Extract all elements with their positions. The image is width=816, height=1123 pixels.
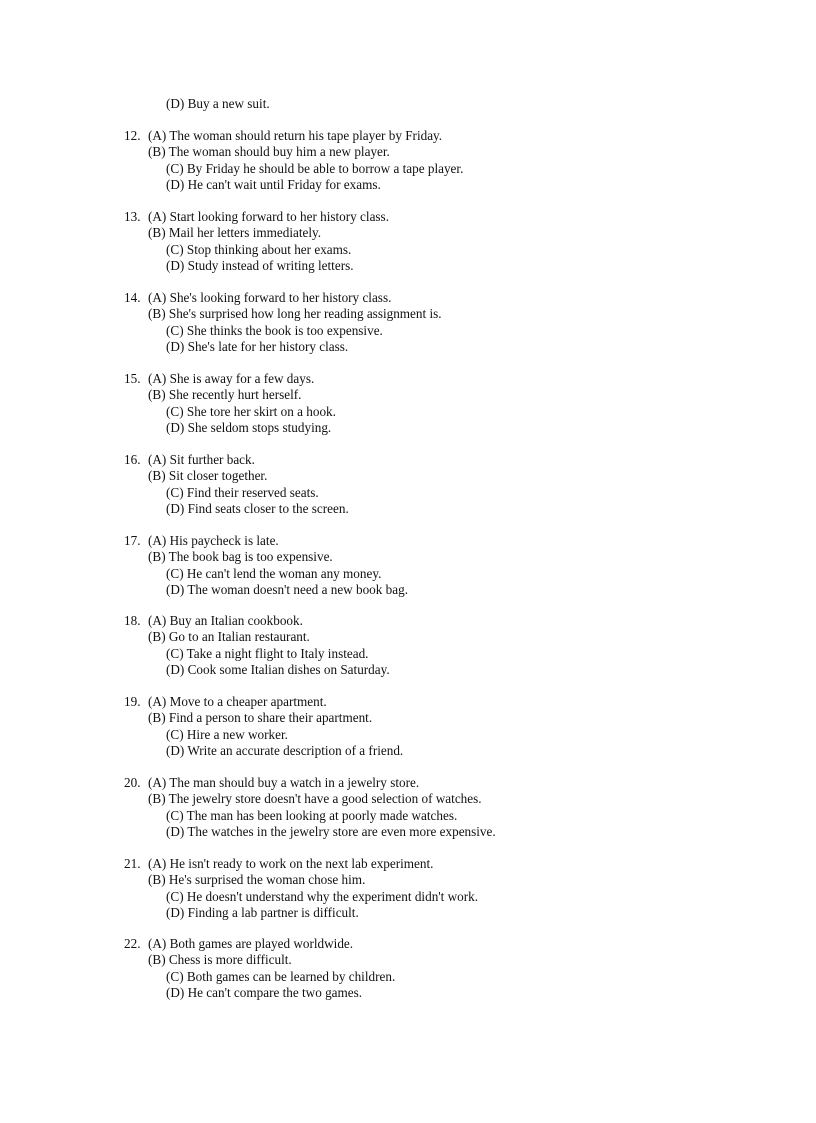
question-number: 18. xyxy=(124,613,141,628)
option-a: (A) The woman should return his tape player by Friday. xyxy=(148,128,443,143)
option-b: (B) She recently hurt herself. xyxy=(148,387,302,403)
option-b: (B) She's surprised how long her reading assignment is. xyxy=(148,306,442,322)
option-b: (B) The woman should buy him a new player. xyxy=(148,144,390,160)
option-c: (C) Hire a new worker. xyxy=(166,726,288,742)
option-a: (A) Move to a cheaper apartment. xyxy=(148,694,327,709)
question-number: 17. xyxy=(124,533,141,548)
option-d: (D) Write an accurate description of a friend. xyxy=(166,742,404,758)
option-b: (B) He's surprised the woman chose him. xyxy=(148,872,366,888)
question-number: 14. xyxy=(124,290,141,305)
question-11-option-d: (D) Buy a new suit. xyxy=(166,96,270,111)
question-number: 13. xyxy=(124,209,141,224)
option-b: (B) Sit closer together. xyxy=(148,468,268,484)
option-b: (B) Find a person to share their apartment. xyxy=(148,710,373,726)
option-d: (D) He can't wait until Friday for exams. xyxy=(166,176,381,192)
option-d: (D) Finding a lab partner is difficult. xyxy=(166,904,359,920)
option-c: (C) Both games can be learned by children. xyxy=(166,968,396,984)
option-d: (D) The woman doesn't need a new book bag. xyxy=(166,581,409,597)
option-a: (A) Start looking forward to her history class. xyxy=(148,209,389,224)
question-number: 22. xyxy=(124,936,141,951)
option-c: (C) The man has been looking at poorly made watches. xyxy=(166,807,458,823)
option-c: (C) Stop thinking about her exams. xyxy=(166,241,352,257)
option-b: (B) The jewelry store doesn't have a good selection of watches. xyxy=(148,791,482,807)
option-d: (D) Study instead of writing letters. xyxy=(166,257,354,273)
option-b: (B) Go to an Italian restaurant. xyxy=(148,629,310,645)
option-d: (D) The watches in the jewelry store are even more expensive. xyxy=(166,823,496,839)
question-number: 20. xyxy=(124,775,141,790)
option-a: (A) Buy an Italian cookbook. xyxy=(148,613,303,628)
option-a: (A) She's looking forward to her history class. xyxy=(148,290,392,305)
question-number: 21. xyxy=(124,856,141,871)
option-d: (D) She seldom stops studying. xyxy=(166,419,332,435)
option-b: (B) Chess is more difficult. xyxy=(148,952,292,968)
option-a: (A) Sit further back. xyxy=(148,452,255,467)
option-a: (A) His paycheck is late. xyxy=(148,533,279,548)
option-b: (B) Mail her letters immediately. xyxy=(148,225,322,241)
option-a: (A) She is away for a few days. xyxy=(148,371,315,386)
option-c: (C) He can't lend the woman any money. xyxy=(166,565,382,581)
option-d: (D) He can't compare the two games. xyxy=(166,984,363,1000)
option-c: (C) He doesn't understand why the experiment didn't work. xyxy=(166,888,479,904)
question-number: 16. xyxy=(124,452,141,467)
option-d: (D) Cook some Italian dishes on Saturday. xyxy=(166,661,390,677)
option-b: (B) The book bag is too expensive. xyxy=(148,549,333,565)
option-c: (C) Take a night flight to Italy instead. xyxy=(166,645,369,661)
option-c: (C) Find their reserved seats. xyxy=(166,484,319,500)
option-c: (C) By Friday he should be able to borrow a tape player. xyxy=(166,160,464,176)
option-a: (A) Both games are played worldwide. xyxy=(148,936,354,951)
option-a: (A) The man should buy a watch in a jewelry store. xyxy=(148,775,420,790)
option-d: (D) She's late for her history class. xyxy=(166,338,349,354)
question-number: 19. xyxy=(124,694,141,709)
question-number: 15. xyxy=(124,371,141,386)
option-d: (D) Find seats closer to the screen. xyxy=(166,500,349,516)
option-c: (C) She thinks the book is too expensive. xyxy=(166,322,383,338)
option-a: (A) He isn't ready to work on the next lab experiment. xyxy=(148,856,434,871)
option-c: (C) She tore her skirt on a hook. xyxy=(166,403,336,419)
question-number: 12. xyxy=(124,128,141,143)
